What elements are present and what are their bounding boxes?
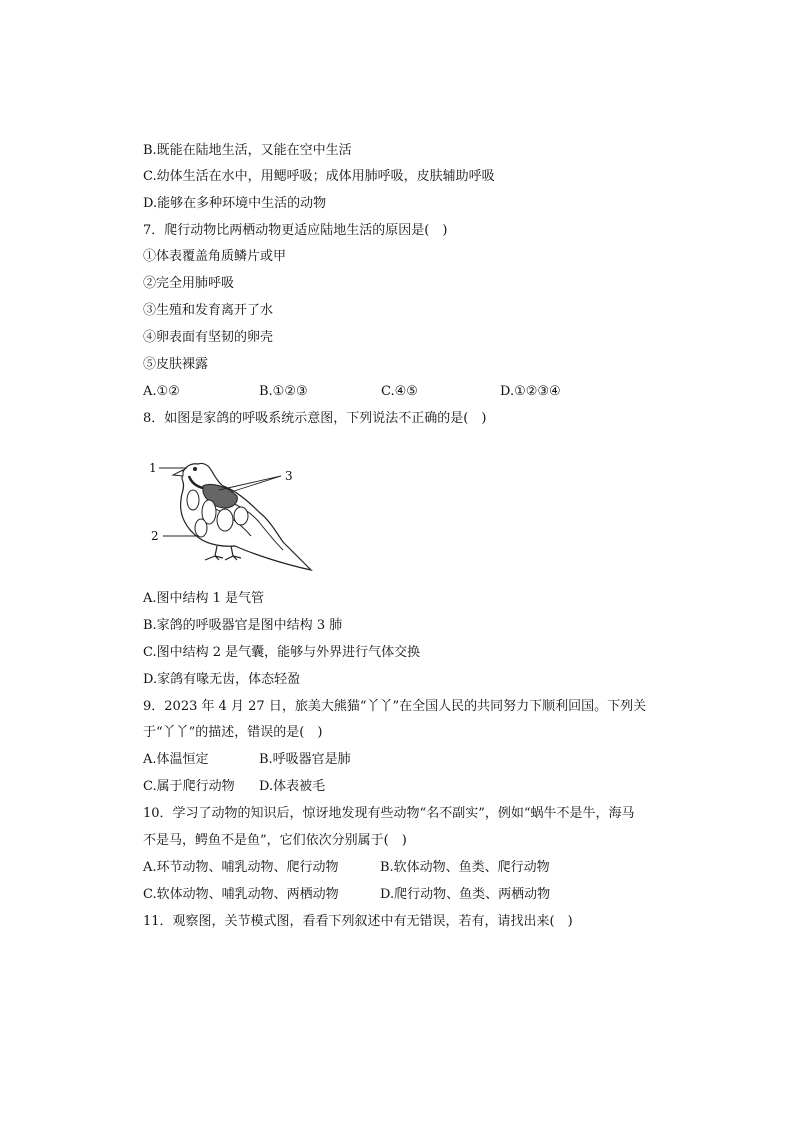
q6-option-b: B.既能在陆地生活，又能在空中生活: [143, 143, 352, 158]
q8-option-d: D.家鸽有喙无齿，体态轻盈: [143, 672, 301, 687]
q6-option-c: C.幼体生活在水中，用鳃呼吸；成体用肺呼吸，皮肤辅助呼吸: [143, 169, 495, 184]
figure-label-2: 2: [151, 529, 159, 543]
q7-item-3: ③生殖和发育离开了水: [143, 303, 274, 318]
figure-label-1: 1: [149, 461, 157, 475]
q9-stem-line2: 于“丫丫”的描述，错误的是( ): [143, 725, 323, 740]
pigeon-illustration: [143, 442, 333, 577]
q9-option-b: B.呼吸器官是肺: [259, 752, 351, 767]
q10-option-c: C.软体动物、哺乳动物、两栖动物: [143, 887, 339, 902]
q8-option-a: A.图中结构 1 是气管: [143, 591, 265, 606]
q10-option-b: B.软体动物、鱼类、爬行动物: [380, 860, 550, 875]
q8-option-c: C.图中结构 2 是气囊，能够与外界进行气体交换: [143, 645, 421, 660]
q10-option-d: D.爬行动物、鱼类、两栖动物: [380, 887, 551, 902]
q7-option-d: D.①②③④: [500, 384, 561, 399]
figure-label-3: 3: [285, 469, 293, 483]
q7-item-2: ②完全用肺呼吸: [143, 276, 235, 291]
q9-option-d: D.体表被毛: [259, 779, 326, 794]
q7-option-c: C.④⑤: [381, 384, 418, 399]
q9-option-c: C.属于爬行动物: [143, 779, 235, 794]
q7-stem: 7．爬行动物比两栖动物更适应陆地生活的原因是( ): [143, 223, 448, 238]
q11-stem: 11．观察图，关节模式图，看看下列叙述中有无错误，若有，请找出来( ): [143, 914, 573, 929]
q7-item-4: ④卵表面有坚韧的卵壳: [143, 330, 274, 345]
pigeon-respiratory-figure: [143, 442, 333, 577]
q7-item-5: ⑤皮肤裸露: [143, 357, 209, 372]
q9-option-a: A.体温恒定: [143, 752, 209, 767]
q10-option-a: A.环节动物、哺乳动物、爬行动物: [143, 860, 339, 875]
q10-stem-line1: 10．学习了动物的知识后，惊讶地发现有些动物“名不副实”，例如“蜗牛不是牛，海马: [143, 806, 635, 821]
q7-item-1: ①体表覆盖角质鳞片或甲: [143, 249, 287, 264]
q7-option-b: B.①②③: [259, 384, 308, 399]
q6-option-d: D.能够在多种环境中生活的动物: [143, 196, 327, 211]
q8-stem: 8．如图是家鸽的呼吸系统示意图，下列说法不正确的是( ): [143, 411, 487, 426]
q9-stem-line1: 9．2023 年 4 月 27 日，旅美大熊猫“丫丫”在全国人民的共同努力下顺利回国。下列关: [143, 699, 647, 714]
q10-stem-line2: 不是马，鳄鱼不是鱼”，它们依次分别属于( ): [143, 833, 407, 848]
q8-option-b: B.家鸽的呼吸器官是图中结构 3 肺: [143, 618, 343, 633]
q7-option-a: A.①②: [143, 384, 180, 399]
